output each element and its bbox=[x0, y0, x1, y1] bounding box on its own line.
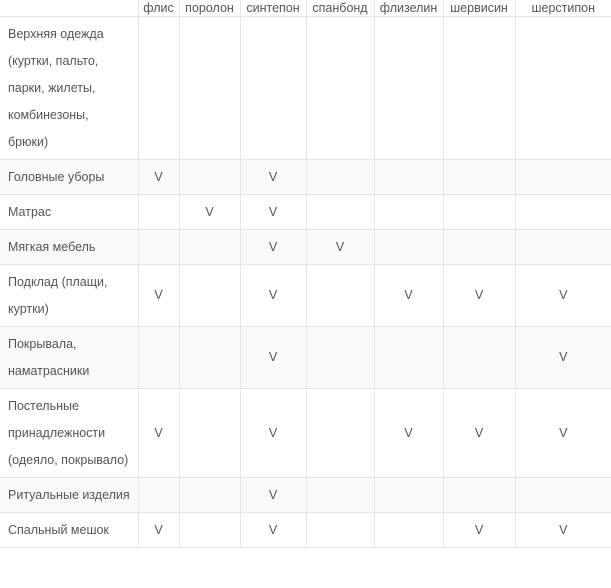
table-row bbox=[0, 265, 611, 327]
table-cell: V bbox=[306, 230, 374, 265]
table-cell bbox=[374, 230, 443, 265]
table-cell bbox=[306, 478, 374, 513]
column-header-shervisin: шервисин bbox=[443, 0, 515, 17]
table-row bbox=[0, 389, 611, 478]
row-label: Постельные принадлежности (одеяло, покрывало) bbox=[0, 389, 138, 478]
table-cell bbox=[306, 160, 374, 195]
column-header-corner bbox=[0, 0, 138, 17]
row-label: Мягкая мебель bbox=[0, 230, 138, 265]
row-label: Верхняя одежда (куртки, пальто, парки, жилеты, комбинезоны, брюки) bbox=[0, 17, 138, 160]
table-cell bbox=[443, 160, 515, 195]
table-cell: V bbox=[138, 389, 179, 478]
table-cell bbox=[240, 17, 306, 160]
table-cell: V bbox=[515, 265, 611, 327]
table-cell bbox=[374, 478, 443, 513]
column-header-sherstipon: шерстипон bbox=[515, 0, 611, 17]
table-cell bbox=[138, 327, 179, 389]
table-cell: V bbox=[443, 265, 515, 327]
table-cell bbox=[443, 327, 515, 389]
column-header-flis: флис bbox=[138, 0, 179, 17]
table-cell: V bbox=[240, 230, 306, 265]
table-cell bbox=[515, 17, 611, 160]
table-row bbox=[0, 160, 611, 195]
table-cell: V bbox=[515, 327, 611, 389]
table-row bbox=[0, 327, 611, 389]
table-cell bbox=[306, 265, 374, 327]
table-cell bbox=[443, 230, 515, 265]
table-cell: V bbox=[240, 265, 306, 327]
table-cell bbox=[179, 17, 240, 160]
row-label: Ритуальные изделия bbox=[0, 478, 138, 513]
table-cell bbox=[443, 195, 515, 230]
table-cell: V bbox=[138, 265, 179, 327]
header-row bbox=[0, 0, 611, 17]
table-cell bbox=[515, 230, 611, 265]
table-cell: V bbox=[240, 389, 306, 478]
column-header-spanbond: спанбонд bbox=[306, 0, 374, 17]
row-label: Покрывала, наматрасники bbox=[0, 327, 138, 389]
table-cell: V bbox=[515, 513, 611, 548]
table-cell bbox=[374, 17, 443, 160]
table-cell: V bbox=[515, 389, 611, 478]
table-cell bbox=[179, 265, 240, 327]
table-cell: V bbox=[240, 160, 306, 195]
table-row bbox=[0, 230, 611, 265]
table-cell bbox=[138, 195, 179, 230]
table-row bbox=[0, 17, 611, 160]
table-cell bbox=[374, 327, 443, 389]
table-cell bbox=[138, 478, 179, 513]
column-header-flizelin: флизелин bbox=[374, 0, 443, 17]
table-row bbox=[0, 513, 611, 548]
table-cell bbox=[179, 160, 240, 195]
row-label: Спальный мешок bbox=[0, 513, 138, 548]
table-cell bbox=[374, 513, 443, 548]
table-cell: V bbox=[374, 389, 443, 478]
table-cell: V bbox=[443, 513, 515, 548]
row-label: Матрас bbox=[0, 195, 138, 230]
table-cell: V bbox=[374, 265, 443, 327]
table-cell bbox=[306, 513, 374, 548]
table-cell: V bbox=[179, 195, 240, 230]
table-cell bbox=[138, 17, 179, 160]
table-cell bbox=[179, 327, 240, 389]
column-header-porolon: поролон bbox=[179, 0, 240, 17]
table-cell: V bbox=[240, 195, 306, 230]
row-label: Подклад (плащи, куртки) bbox=[0, 265, 138, 327]
table-cell: V bbox=[240, 513, 306, 548]
table-cell: V bbox=[443, 389, 515, 478]
column-header-sintepon: синтепон bbox=[240, 0, 306, 17]
table-cell bbox=[306, 17, 374, 160]
table-cell bbox=[374, 195, 443, 230]
table-cell bbox=[179, 513, 240, 548]
table-cell: V bbox=[240, 327, 306, 389]
table-cell bbox=[306, 389, 374, 478]
table-cell bbox=[515, 160, 611, 195]
table-cell bbox=[306, 327, 374, 389]
table-cell bbox=[179, 389, 240, 478]
table-cell bbox=[306, 195, 374, 230]
row-label: Головные уборы bbox=[0, 160, 138, 195]
table-cell bbox=[374, 160, 443, 195]
table-cell bbox=[138, 230, 179, 265]
table-row bbox=[0, 478, 611, 513]
table-cell bbox=[515, 478, 611, 513]
table-cell bbox=[515, 195, 611, 230]
table-cell: V bbox=[240, 478, 306, 513]
table-cell bbox=[443, 478, 515, 513]
table-cell: V bbox=[138, 513, 179, 548]
table-cell bbox=[179, 230, 240, 265]
table-cell bbox=[179, 478, 240, 513]
table-cell: V bbox=[138, 160, 179, 195]
table-row bbox=[0, 195, 611, 230]
table-cell bbox=[443, 17, 515, 160]
